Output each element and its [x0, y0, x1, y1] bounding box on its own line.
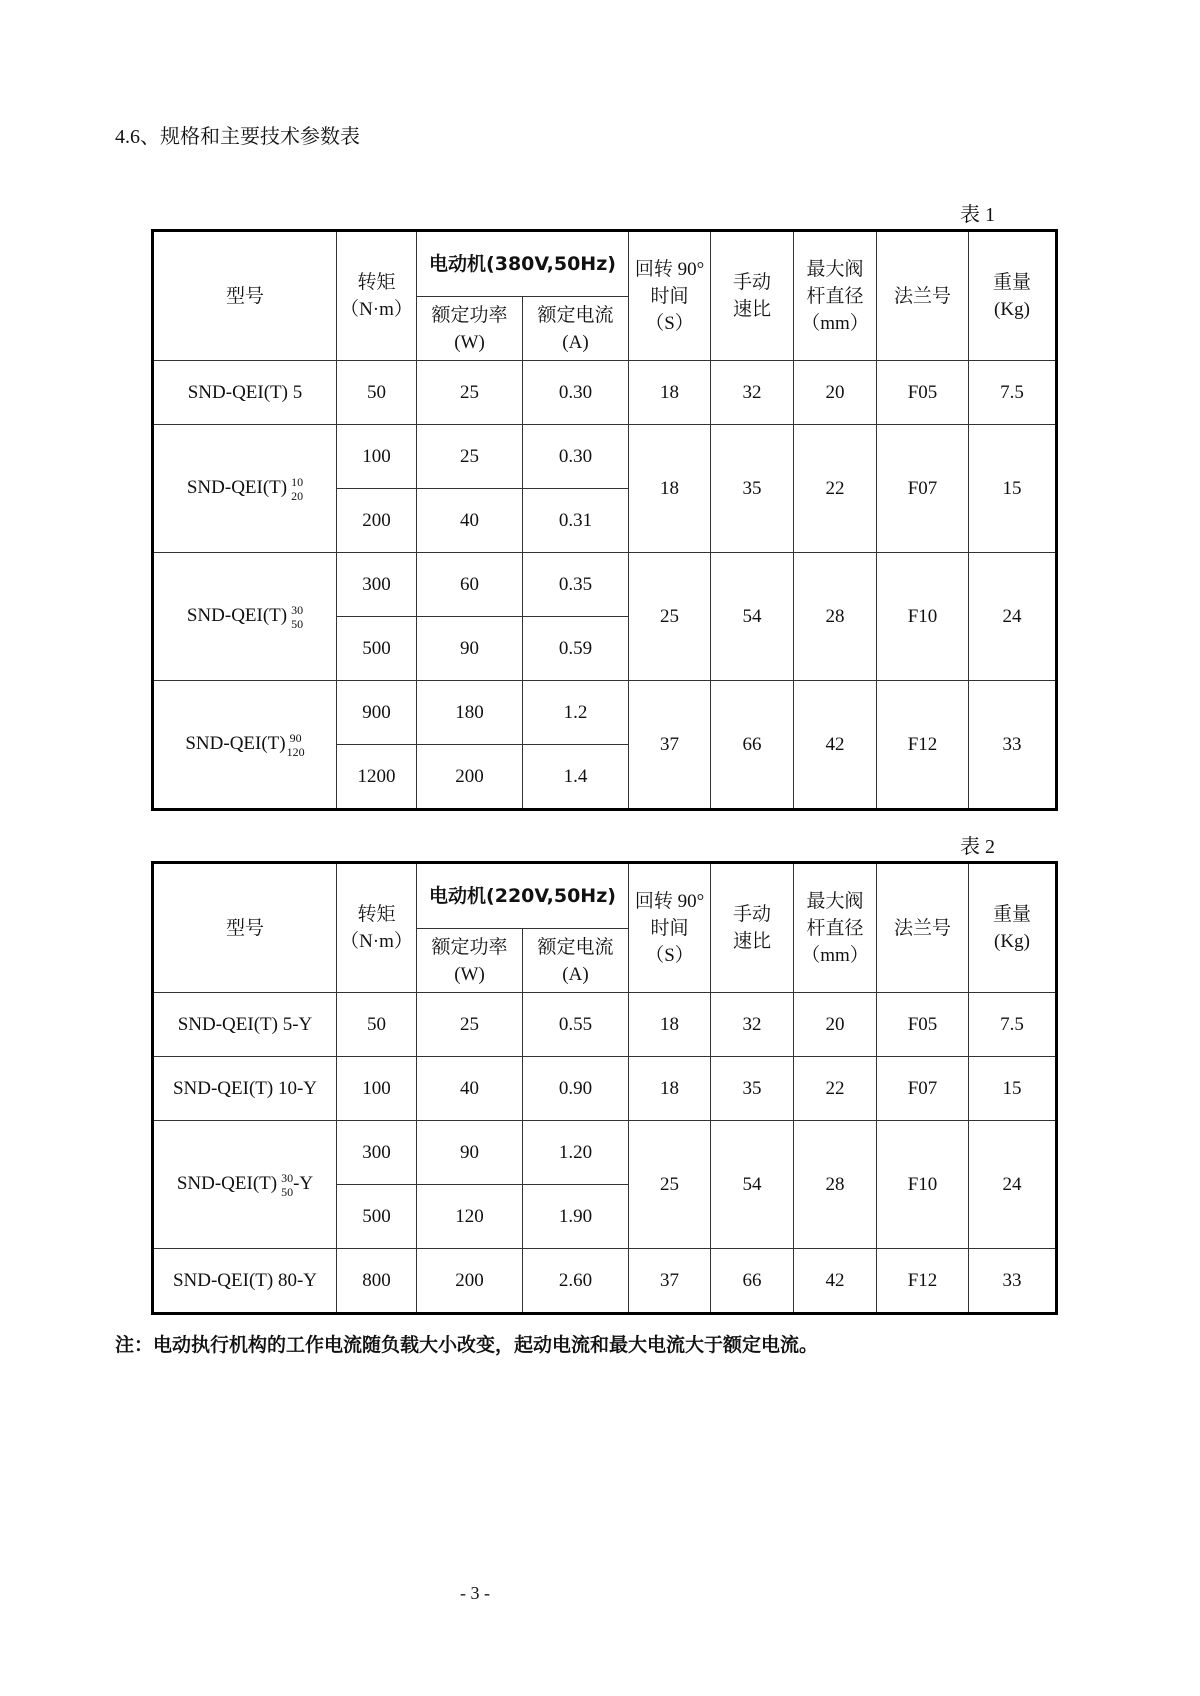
current-cell: 1.90 [523, 1185, 629, 1249]
table-row [153, 993, 1057, 1057]
weight-cell: 24 [969, 1121, 1057, 1249]
table-note: 注：电动执行机构的工作电流随负载大小改变，起动电流和最大电流大于额定电流。 [115, 1334, 819, 1356]
weight-cell: 15 [969, 1057, 1057, 1121]
power-cell: 25 [417, 993, 523, 1057]
torque-cell: 500 [337, 1185, 417, 1249]
flange-cell: F10 [877, 1121, 969, 1249]
power-cell: 120 [417, 1185, 523, 1249]
table-row [153, 425, 1057, 489]
header-model: 型号 [153, 231, 337, 361]
model-cell: SND-QEI(T) 5 [153, 361, 337, 425]
stem-cell: 22 [794, 1057, 877, 1121]
stem-cell: 42 [794, 1249, 877, 1314]
time-cell: 37 [629, 681, 711, 810]
stem-cell: 42 [794, 681, 877, 810]
model-cell: SND-QEI(T) 80-Y [153, 1249, 337, 1314]
torque-cell: 100 [337, 1057, 417, 1121]
flange-cell: F07 [877, 1057, 969, 1121]
weight-cell: 33 [969, 681, 1057, 810]
torque-cell: 50 [337, 361, 417, 425]
ratio-cell: 35 [711, 1057, 794, 1121]
stem-cell: 28 [794, 1121, 877, 1249]
table-row [153, 1121, 1057, 1185]
torque-cell: 300 [337, 553, 417, 617]
model-cell: SND-QEI(T) 5-Y [153, 993, 337, 1057]
header-rated-current: 额定电流 (A) [523, 297, 629, 361]
torque-cell: 500 [337, 617, 417, 681]
ratio-cell: 32 [711, 361, 794, 425]
table-row [153, 1249, 1057, 1314]
header-weight: 重量 (Kg) [969, 231, 1057, 361]
ratio-cell: 32 [711, 993, 794, 1057]
header-rated-power: 额定功率 (W) [417, 297, 523, 361]
ratio-cell: 35 [711, 425, 794, 553]
current-cell: 1.4 [523, 745, 629, 810]
current-cell: 0.59 [523, 617, 629, 681]
current-cell: 2.60 [523, 1249, 629, 1314]
stem-cell: 28 [794, 553, 877, 681]
model-cell: SND-QEI(T) 10-Y [153, 1057, 337, 1121]
power-cell: 60 [417, 553, 523, 617]
power-cell: 200 [417, 745, 523, 810]
spec-table-1 [151, 229, 1058, 811]
torque-cell: 200 [337, 489, 417, 553]
current-cell: 0.30 [523, 361, 629, 425]
header-flange: 法兰号 [877, 231, 969, 361]
header-rotate-time: 回转 90° 时间 （S） [629, 863, 711, 993]
model-cell: SND-QEI(T) 10 20 [153, 425, 337, 553]
current-cell: 0.90 [523, 1057, 629, 1121]
current-cell: 1.2 [523, 681, 629, 745]
header-manual-ratio: 手动 速比 [711, 231, 794, 361]
time-cell: 18 [629, 1057, 711, 1121]
header-flange: 法兰号 [877, 863, 969, 993]
power-cell: 90 [417, 617, 523, 681]
time-cell: 25 [629, 1121, 711, 1249]
weight-cell: 7.5 [969, 361, 1057, 425]
current-cell: 0.55 [523, 993, 629, 1057]
time-cell: 18 [629, 425, 711, 553]
power-cell: 40 [417, 1057, 523, 1121]
flange-cell: F05 [877, 993, 969, 1057]
torque-cell: 1200 [337, 745, 417, 810]
page-number: - 3 - [460, 1583, 490, 1603]
header-weight: 重量 (Kg) [969, 863, 1057, 993]
current-cell: 0.30 [523, 425, 629, 489]
stem-cell: 22 [794, 425, 877, 553]
ratio-cell: 54 [711, 553, 794, 681]
weight-cell: 15 [969, 425, 1057, 553]
power-cell: 180 [417, 681, 523, 745]
model-cell: SND-QEI(T) 30 50 [153, 553, 337, 681]
table1-caption: 表 1 [960, 204, 995, 226]
weight-cell: 33 [969, 1249, 1057, 1314]
torque-cell: 50 [337, 993, 417, 1057]
header-stem-diameter: 最大阀 杆直径 （mm） [794, 231, 877, 361]
torque-cell: 300 [337, 1121, 417, 1185]
power-cell: 200 [417, 1249, 523, 1314]
header-manual-ratio: 手动 速比 [711, 863, 794, 993]
torque-cell: 900 [337, 681, 417, 745]
flange-cell: F12 [877, 681, 969, 810]
stem-cell: 20 [794, 361, 877, 425]
weight-cell: 7.5 [969, 993, 1057, 1057]
header-rated-power: 额定功率 (W) [417, 929, 523, 993]
header-motor: 电动机(220V,50Hz) [417, 863, 629, 929]
flange-cell: F10 [877, 553, 969, 681]
stem-cell: 20 [794, 993, 877, 1057]
power-cell: 40 [417, 489, 523, 553]
torque-cell: 800 [337, 1249, 417, 1314]
flange-cell: F05 [877, 361, 969, 425]
ratio-cell: 54 [711, 1121, 794, 1249]
table-row [153, 553, 1057, 617]
header-rated-current: 额定电流 (A) [523, 929, 629, 993]
header-model: 型号 [153, 863, 337, 993]
header-stem-diameter: 最大阀 杆直径 （mm） [794, 863, 877, 993]
spec-table-2 [151, 861, 1058, 1315]
current-cell: 1.20 [523, 1121, 629, 1185]
current-cell: 0.31 [523, 489, 629, 553]
model-cell: SND-QEI(T) 90 120 [153, 681, 337, 810]
header-torque: 转矩 （N·m） [337, 231, 417, 361]
power-cell: 25 [417, 361, 523, 425]
flange-cell: F12 [877, 1249, 969, 1314]
weight-cell: 24 [969, 553, 1057, 681]
model-cell: SND-QEI(T) 30 50 -Y [153, 1121, 337, 1249]
table2-caption: 表 2 [960, 836, 995, 858]
time-cell: 18 [629, 361, 711, 425]
flange-cell: F07 [877, 425, 969, 553]
time-cell: 18 [629, 993, 711, 1057]
time-cell: 37 [629, 1249, 711, 1314]
ratio-cell: 66 [711, 1249, 794, 1314]
power-cell: 90 [417, 1121, 523, 1185]
header-torque: 转矩 （N·m） [337, 863, 417, 993]
table-row [153, 1057, 1057, 1121]
time-cell: 25 [629, 553, 711, 681]
current-cell: 0.35 [523, 553, 629, 617]
ratio-cell: 66 [711, 681, 794, 810]
table-row [153, 681, 1057, 745]
torque-cell: 100 [337, 425, 417, 489]
table-row [153, 361, 1057, 425]
header-motor: 电动机(380V,50Hz) [417, 231, 629, 297]
section-title: 4.6、规格和主要技术参数表 [115, 126, 360, 148]
power-cell: 25 [417, 425, 523, 489]
header-rotate-time: 回转 90° 时间 （S） [629, 231, 711, 361]
